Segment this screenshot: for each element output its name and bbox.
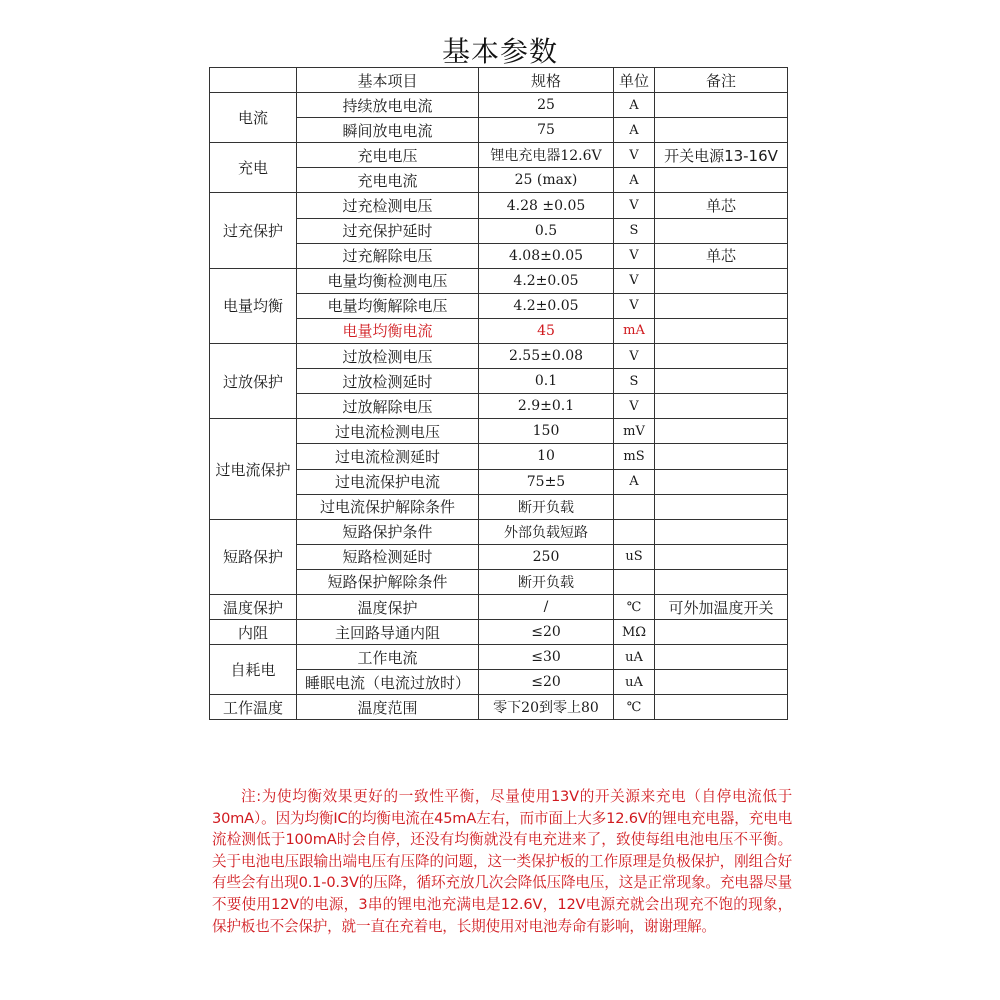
spec-cell: 锂电充电器12.6V: [479, 143, 614, 168]
category-cell: 工作温度: [210, 695, 297, 720]
unit-cell: ℃: [614, 594, 655, 619]
note-cell: [655, 93, 788, 118]
note-cell: [655, 519, 788, 544]
item-cell: 过电流检测电压: [297, 419, 479, 444]
item-cell: 电量均衡电流: [297, 318, 479, 343]
unit-cell: V: [614, 268, 655, 293]
note-cell: [655, 469, 788, 494]
table-row: [210, 268, 788, 293]
category-cell: 温度保护: [210, 594, 297, 619]
category-cell: 电量均衡: [210, 268, 297, 343]
unit-cell: [614, 494, 655, 519]
spec-cell: 断开负载: [479, 569, 614, 594]
note-cell: [655, 645, 788, 670]
table-row: [210, 118, 788, 143]
table-row: [210, 670, 788, 695]
table-row: [210, 394, 788, 419]
item-cell: 过放检测电压: [297, 344, 479, 369]
item-cell: 过放检测延时: [297, 369, 479, 394]
note-paragraph: 注:为使均衡效果更好的一致性平衡，尽量使用13V的开关源来充电（自停电流低于30mA）。因为均衡IC的均衡电流在45mA左右，而市面上大多12.6V的锂电充电器，充电电流检测低于100mA时会自停，还没有均衡就没有电充进来了，致使每组电池电压不平衡。关于电池电压跟输出端电压有压降的问题，这一类保护板的工作原理是负极保护，刚组合好有些会有出现0.1-0.3V的压降，循环充放几次会降低压降电压，这是正常现象。充电器尽量不要使用12V的电源，3串的锂电池充满电是12.6V，12V电源充就会出现充不饱的现象，保护板也不会保护，就一直在充着电，长期使用对电池寿命有影响，谢谢理解。: [212, 788, 792, 935]
spec-cell: 250: [479, 544, 614, 569]
spec-cell: 零下20到零上80: [479, 695, 614, 720]
table-row: [210, 93, 788, 118]
table-row: [210, 519, 788, 544]
unit-cell: [614, 569, 655, 594]
note-cell: 单芯: [655, 193, 788, 218]
note-cell: [655, 369, 788, 394]
category-cell: 过电流保护: [210, 419, 297, 519]
note-cell: [655, 670, 788, 695]
note-cell: 可外加温度开关: [655, 594, 788, 619]
table-header-row: [210, 68, 788, 93]
unit-cell: mV: [614, 419, 655, 444]
note-cell: [655, 344, 788, 369]
unit-cell: A: [614, 168, 655, 193]
note-cell: [655, 695, 788, 720]
table-row: [210, 293, 788, 318]
spec-cell: 2.55±0.08: [479, 344, 614, 369]
item-cell: 电量均衡检测电压: [297, 268, 479, 293]
item-cell: 过充保护延时: [297, 218, 479, 243]
spec-cell: ≤20: [479, 670, 614, 695]
unit-cell: V: [614, 394, 655, 419]
table-row: [210, 318, 788, 343]
item-cell: 短路保护条件: [297, 519, 479, 544]
unit-cell: S: [614, 218, 655, 243]
unit-cell: mS: [614, 444, 655, 469]
item-cell: 过充检测电压: [297, 193, 479, 218]
spec-cell: 4.08±0.05: [479, 243, 614, 268]
table-row: [210, 218, 788, 243]
unit-cell: V: [614, 243, 655, 268]
item-cell: 温度范围: [297, 695, 479, 720]
item-cell: 工作电流: [297, 645, 479, 670]
table-row: [210, 243, 788, 268]
header-category: [210, 68, 297, 93]
unit-cell: V: [614, 293, 655, 318]
note-cell: [655, 444, 788, 469]
item-cell: 过放解除电压: [297, 394, 479, 419]
spec-cell: 2.9±0.1: [479, 394, 614, 419]
unit-cell: uA: [614, 670, 655, 695]
spec-cell: ≤30: [479, 645, 614, 670]
table-row: [210, 494, 788, 519]
note-cell: [655, 569, 788, 594]
unit-cell: V: [614, 143, 655, 168]
table-row: [210, 620, 788, 645]
spec-cell: 4.2±0.05: [479, 293, 614, 318]
unit-cell: [614, 519, 655, 544]
spec-cell: ≤20: [479, 620, 614, 645]
note-cell: [655, 293, 788, 318]
table-row: [210, 695, 788, 720]
category-cell: 过放保护: [210, 344, 297, 419]
spec-cell: 外部负载短路: [479, 519, 614, 544]
category-cell: 自耗电: [210, 645, 297, 695]
note-cell: [655, 118, 788, 143]
table-row: [210, 569, 788, 594]
header-note: 备注: [655, 68, 788, 93]
spec-cell: 25: [479, 93, 614, 118]
table-row: [210, 193, 788, 218]
note-cell: [655, 419, 788, 444]
header-item: 基本项目: [297, 68, 479, 93]
category-cell: 短路保护: [210, 519, 297, 594]
unit-cell: A: [614, 93, 655, 118]
spec-cell: 10: [479, 444, 614, 469]
header-spec: 规格: [479, 68, 614, 93]
note-cell: [655, 268, 788, 293]
spec-cell: 75±5: [479, 469, 614, 494]
note-cell: [655, 218, 788, 243]
unit-cell: uA: [614, 645, 655, 670]
table-row: [210, 369, 788, 394]
item-cell: 过充解除电压: [297, 243, 479, 268]
unit-cell: S: [614, 369, 655, 394]
item-cell: 过电流保护电流: [297, 469, 479, 494]
table-row: [210, 544, 788, 569]
header-unit: 单位: [614, 68, 655, 93]
category-cell: 电流: [210, 93, 297, 143]
item-cell: 主回路导通内阻: [297, 620, 479, 645]
note-cell: [655, 318, 788, 343]
unit-cell: A: [614, 118, 655, 143]
table-row: [210, 444, 788, 469]
spec-cell: 断开负载: [479, 494, 614, 519]
unit-cell: mA: [614, 318, 655, 343]
category-cell: 过充保护: [210, 193, 297, 268]
note-cell: [655, 394, 788, 419]
item-cell: 充电电流: [297, 168, 479, 193]
table-row: [210, 419, 788, 444]
item-cell: 温度保护: [297, 594, 479, 619]
item-cell: 睡眠电流（电流过放时）: [297, 670, 479, 695]
spec-cell: 4.28 ±0.05: [479, 193, 614, 218]
note-cell: [655, 168, 788, 193]
item-cell: 短路保护解除条件: [297, 569, 479, 594]
note-cell: [655, 494, 788, 519]
item-cell: 充电电压: [297, 143, 479, 168]
spec-cell: 75: [479, 118, 614, 143]
item-cell: 持续放电电流: [297, 93, 479, 118]
item-cell: 短路检测延时: [297, 544, 479, 569]
unit-cell: MΩ: [614, 620, 655, 645]
note-cell: 开关电源13-16V: [655, 143, 788, 168]
spec-cell: 150: [479, 419, 614, 444]
spec-cell: 25 (max): [479, 168, 614, 193]
item-cell: 电量均衡解除电压: [297, 293, 479, 318]
unit-cell: uS: [614, 544, 655, 569]
page-title: 基本参数: [441, 35, 558, 68]
unit-cell: V: [614, 344, 655, 369]
category-cell: 充电: [210, 143, 297, 193]
table-row: [210, 344, 788, 369]
table-row: [210, 469, 788, 494]
unit-cell: ℃: [614, 695, 655, 720]
table-body: [210, 93, 788, 720]
note-cell: [655, 620, 788, 645]
spec-cell: /: [479, 594, 614, 619]
item-cell: 瞬间放电电流: [297, 118, 479, 143]
table-row: [210, 645, 788, 670]
note-cell: [655, 544, 788, 569]
note-cell: 单芯: [655, 243, 788, 268]
spec-table: [209, 67, 788, 720]
spec-cell: 0.5: [479, 218, 614, 243]
spec-cell: 0.1: [479, 369, 614, 394]
table-row: [210, 168, 788, 193]
unit-cell: V: [614, 193, 655, 218]
unit-cell: A: [614, 469, 655, 494]
table-row: [210, 594, 788, 619]
item-cell: 过电流检测延时: [297, 444, 479, 469]
table-row: [210, 143, 788, 168]
category-cell: 内阻: [210, 620, 297, 645]
spec-cell: 45: [479, 318, 614, 343]
spec-cell: 4.2±0.05: [479, 268, 614, 293]
item-cell: 过电流保护解除条件: [297, 494, 479, 519]
